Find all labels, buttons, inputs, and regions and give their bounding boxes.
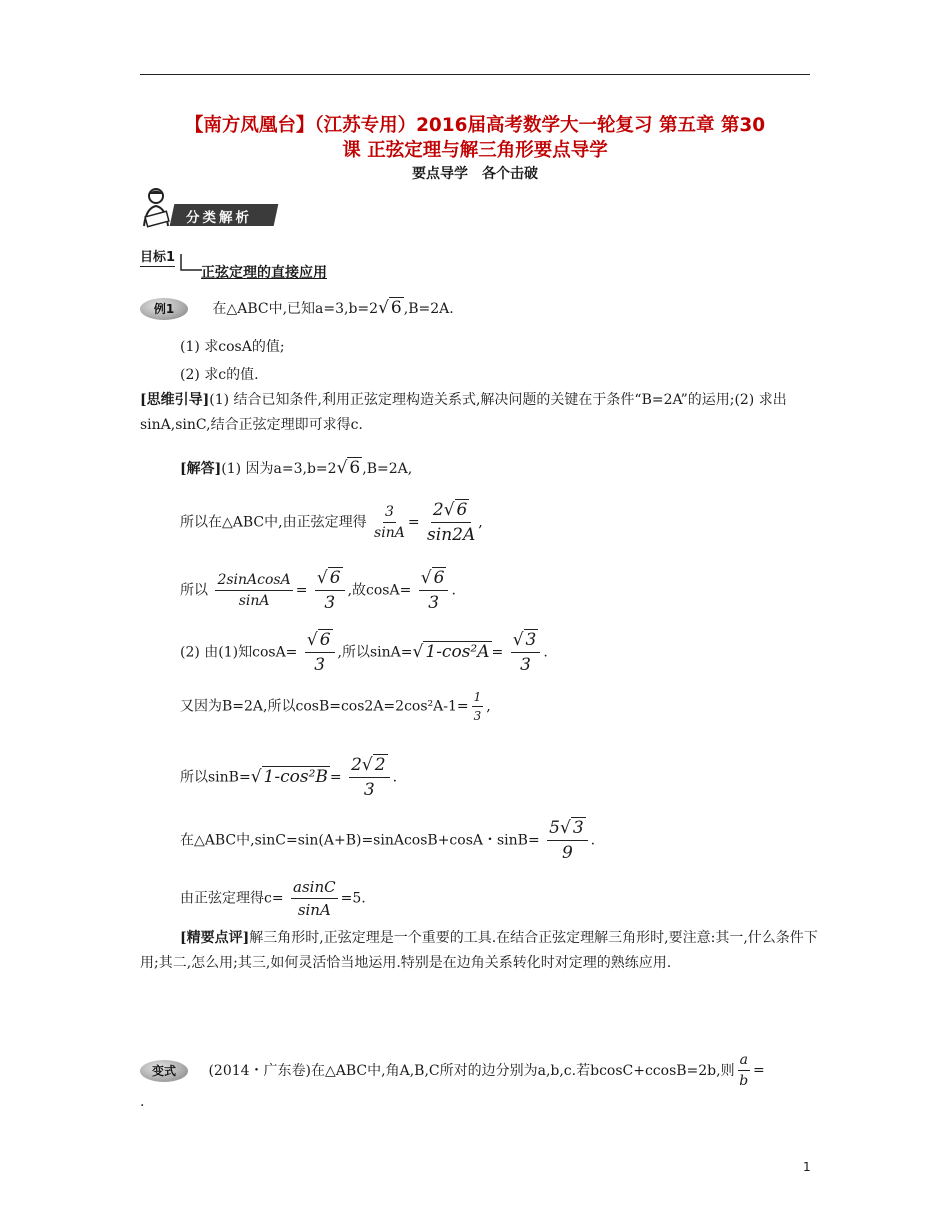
document-title (140, 113, 810, 163)
solution-line-5: 又因为B=2A,所以cosB=cos2A=2cos²A-1= $\frac{1}{3}$ , (180, 690, 491, 723)
solution-line-3: 所以 $\frac{\text{2sinAcosA}}{\sin A}$ = $\frac{√ 6}{3}$ ,故cosA= $\frac{√ 6}{3}$ . (180, 568, 456, 613)
fraction: $\frac{2√ 2}{3}$ (349, 755, 390, 800)
sqrt-expression: √ 1-cos²A (412, 641, 490, 662)
variant-problem: 变式 (2014・广东卷)在△ABC中,角A,B,C所对的边分别为a,b,c.若bcosC+ccosB=2b,则 $\frac{a}{b}$ = (140, 1052, 765, 1089)
fraction: $\frac{asinC}{\sin A}$ (293, 878, 336, 919)
solution-line-4: (2) 由(1)知cosA= $\frac{√ 6}{3}$ ,所以sinA=√ 1-cos²A = $\frac{√ 3}{3}$ . (180, 630, 548, 675)
header-rule (140, 74, 810, 75)
target-label: 目标1 (140, 246, 175, 267)
comment-text: 解三角形时,正弦定理是一个重要的工具.在结合正弦定理解三角形时,要注意:其一,什么条件下用;其二,怎么用;其三,如何灵活恰当地运用.特别是在边角关系转化时对定理的熟练应用. (140, 930, 818, 971)
solution-line-1: [解答](1) 因为a=3,b=2√ 6 ,B=2A, (180, 458, 413, 478)
fraction: $\frac{1}{3}$ (473, 690, 482, 723)
solution-line-2: 所以在△ABC中,由正弦定理得 $\frac{3}{\sin A}$ = $\frac{2√ 6}{\sin 2A}$ , (180, 500, 483, 545)
fraction: $\frac{\text{2sinAcosA}}{\sin A}$ (217, 572, 291, 609)
comment-label: [精要点评] (180, 930, 250, 946)
question-2: (2) 求c的值. (180, 367, 259, 383)
solution-line-7: 在△ABC中,sinC=sin(A+B)=sinAcosB+cosA・sinB= $\frac{5√ 3}{9}$ . (180, 818, 596, 863)
sqrt-6: √ 6 (378, 298, 402, 318)
fraction: $\frac{5√ 3}{9}$ (547, 818, 588, 863)
solution-line-8: 由正弦定理得c= $\frac{asinC}{\sin A}$ =5. (180, 878, 366, 919)
document-subtitle: 要点导学 各个击破 (412, 166, 538, 182)
key-comment (140, 926, 818, 976)
variant-text: (2014・广东卷)在△ABC中,角A,B,C所对的边分别为a,b,c.若bcosC+ccosB=2b,则 (208, 1062, 735, 1079)
thinking-text: (1) 结合已知条件,利用正弦定理构造关系式,解决问题的关键在于条件“B=2A”的运用;(2) 求出sinA,sinC,结合正弦定理即可求得c. (140, 392, 787, 433)
solution-line-6: 所以sinB=√ 1-cos²B = $\frac{2√ 2}{3}$ . (180, 755, 398, 800)
solution-label: [解答] (180, 461, 222, 477)
page-number: 1 (803, 1160, 811, 1174)
example-badge: 例1 (140, 298, 188, 320)
fraction: $\frac{3}{\sin A}$ (374, 504, 405, 541)
section-banner-label: 分类解析 (186, 210, 252, 226)
fraction: $\frac{a}{b}$ (739, 1052, 749, 1089)
title-line-1: 【南方凤凰台】（江苏专用）2016届高考数学大一轮复习 第五章 第30 (184, 115, 766, 136)
fraction: $\frac{√ 6}{3}$ (305, 630, 335, 675)
target-title: 正弦定理的直接应用 (201, 265, 327, 281)
variant-badge: 变式 (140, 1060, 188, 1082)
example-text-a: 在△ABC中,已知a=3,b=2 (212, 301, 379, 317)
sqrt-expression: √ 1-cos²B (250, 766, 328, 787)
section-banner (136, 186, 278, 230)
fraction: $\frac{√ 6}{3}$ (419, 568, 449, 613)
sqrt-6: √ 6 (336, 458, 361, 478)
thinking-guide (140, 388, 818, 438)
title-line-2: 课 正弦定理与解三角形要点导学 (342, 140, 608, 161)
fraction: $\frac{2√ 6}{\sin 2A}$ (427, 500, 476, 545)
variant-answer-blank: . (140, 1094, 145, 1110)
question-1: (1) 求cosA的值; (180, 339, 285, 355)
fraction: $\frac{√ 6}{3}$ (315, 568, 345, 613)
fraction: $\frac{√ 3}{3}$ (511, 630, 541, 675)
example-statement (140, 298, 454, 320)
example-text-b: ,B=2A. (403, 301, 454, 317)
thinking-label: [思维引导] (140, 392, 210, 408)
